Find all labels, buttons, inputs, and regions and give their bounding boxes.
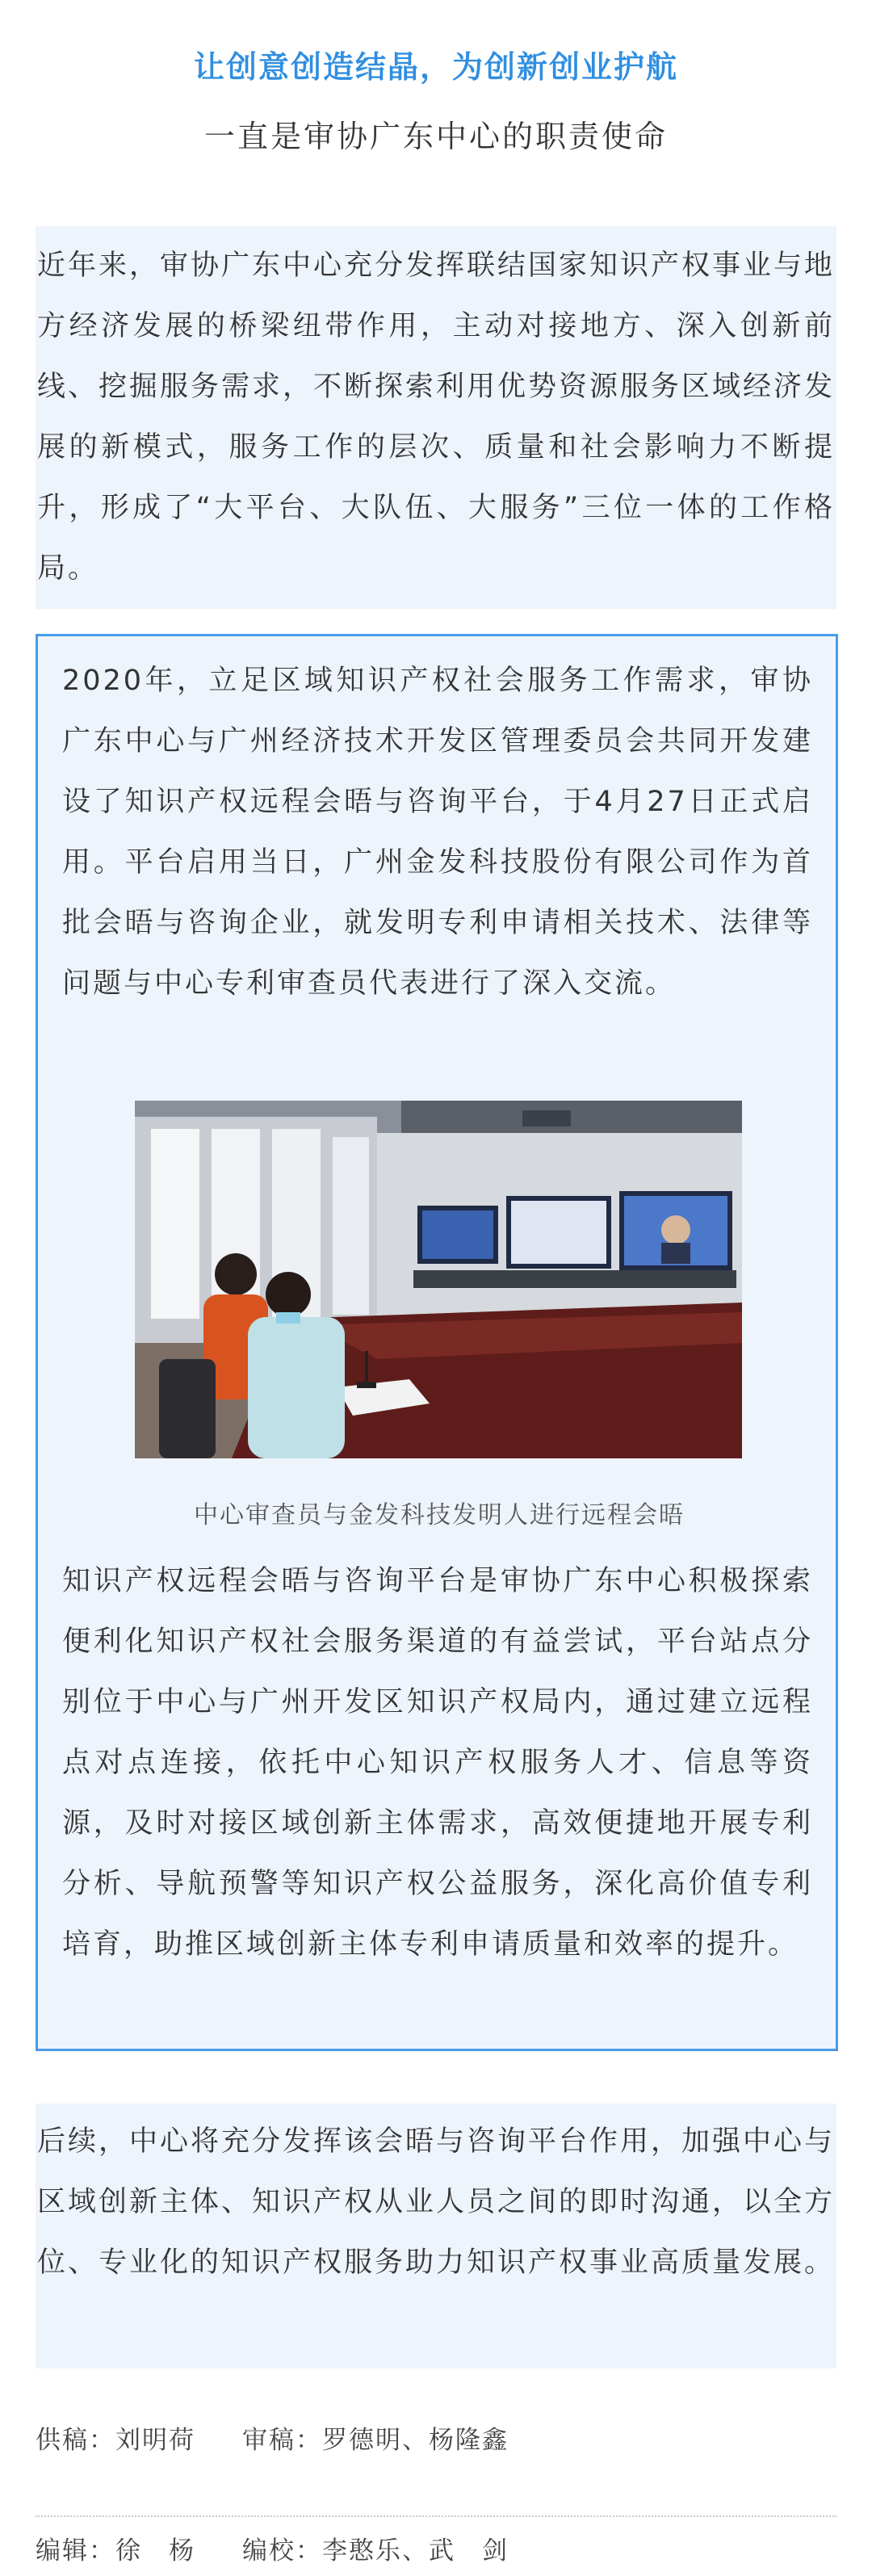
intro-section bbox=[36, 226, 836, 609]
feature-paragraph-2: 知识产权远程会晤与咨询平台是审协广东中心积极探索便利化知识产权社会服务渠道的有益尝试，平台站点分别位于中心与广州开发区知识产权局内，通过建立远程点对点连接，依托中心知识产权服务人才、信息等资源，及时对接区域创新主体需求，高效便捷地开展专利分析、导航预警等知识产权公益服务，深化高价值专利培育，助推区域创新主体专利申请质量和效率的提升。 bbox=[62, 1565, 813, 1961]
credits-row-1 bbox=[36, 2419, 509, 2456]
credits-row-2 bbox=[36, 2530, 509, 2566]
reviewer-credit: 审稿：罗德明、杨隆鑫 bbox=[242, 2426, 509, 2455]
photo-caption: 中心审查员与金发科技发明人进行远程会晤 bbox=[194, 1501, 685, 1529]
subheadline: 一直是审协广东中心的职责使命 bbox=[203, 119, 668, 154]
contributor-credit: 供稿：刘明荷 bbox=[36, 2426, 195, 2455]
meeting-photo bbox=[135, 1101, 742, 1458]
editor-credit: 编辑：徐 杨 bbox=[36, 2536, 195, 2566]
closing-paragraph: 后续，中心将充分发挥该会晤与咨询平台作用，加强中心与区域创新主体、知识产权从业人员之间的即时沟通，以全方位、专业化的知识产权服务助力知识产权事业高质量发展。 bbox=[37, 2125, 836, 2279]
credits-divider bbox=[36, 2515, 836, 2517]
intro-paragraph: 近年来，审协广东中心充分发挥联结国家知识产权事业与地方经济发展的桥梁纽带作用，主动对接地方、深入创新前线、挖掘服务需求，不断探索利用优势资源服务区域经济发展的新模式，服务工作的层次、质量和社会影响力不断提升，形成了“大平台、大队伍、大服务”三位一体的工作格局。 bbox=[37, 250, 836, 585]
feature-paragraph-1: 2020年，立足区域知识产权社会服务工作需求，审协广东中心与广州经济技术开发区管理委员会共同开发建设了知识产权远程会晤与咨询平台，于4月27日正式启用。平台启用当日，广州金发科技股份有限公司作为首批会晤与咨询企业，就发明专利申请相关技术、法律等问题与中心专利审查员代表进行了深入交流。 bbox=[62, 665, 813, 1000]
headline: 让创意创造结晶，为创新创业护航 bbox=[193, 49, 678, 85]
meeting-photo-illustration bbox=[135, 1101, 742, 1458]
closing-section bbox=[36, 2104, 836, 2368]
proofreader-credit: 编校：李憨乐、武 剑 bbox=[242, 2536, 509, 2566]
feature-box bbox=[36, 634, 838, 2051]
